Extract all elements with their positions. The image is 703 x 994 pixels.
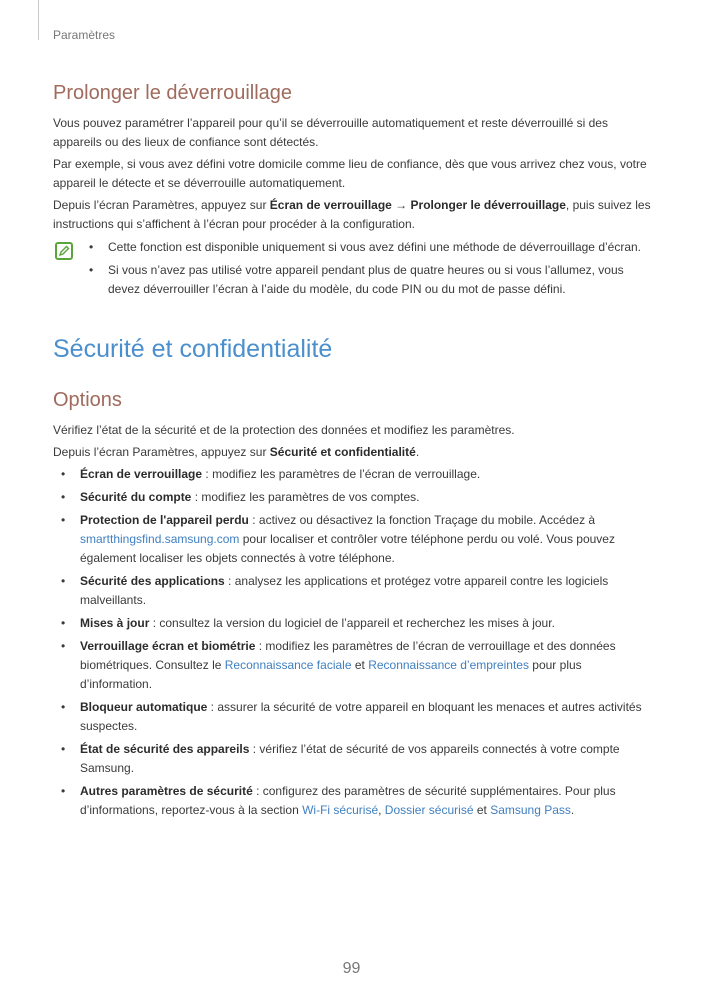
smartthingsfind-link[interactable]: smartthingsfind.samsung.com (80, 532, 240, 546)
extend-unlock-paragraph-3: Depuis l’écran Paramètres, appuyez sur Écran de verrouillage → Prolonger le déverrouillage, puis suivez les instructions qui s’affichent à l’écran pour procéder à la configuration. (53, 198, 651, 231)
secure-folder-link[interactable]: Dossier sécurisé (384, 803, 474, 817)
extend-unlock-title: Prolonger le déverrouillage (53, 82, 293, 104)
note-item: • Cette fonction est disponible uniquement si vous avez défini une méthode de déverrouillage d’écran. (89, 238, 653, 257)
running-header: Paramètres (53, 28, 116, 42)
options-title: Options (53, 389, 122, 411)
options-path: Depuis l’écran Paramètres, appuyez sur Sécurité et confidentialité. (53, 445, 420, 459)
options-list (53, 465, 653, 820)
face-recognition-link[interactable]: Reconnaissance faciale (224, 658, 352, 672)
security-privacy-term: Sécurité et confidentialité (269, 445, 416, 459)
extend-unlock-paragraph-2: Par exemple, si vous avez défini votre domicile comme lieu de confiance, dès que vous arrivez chez vous, votre appareil le détecte et se déverrouille automatiquement. (53, 157, 647, 190)
note-item: • Si vous n’avez pas utilisé votre appareil pendant plus de quatre heures ou si vous l’allumez, vous devez déverrouiller l’écran à l’aide du modèle, du code PIN ou du mot de passe défini. (89, 261, 653, 299)
note-box (53, 238, 653, 299)
note-pencil-icon (55, 242, 73, 260)
section-title: Sécurité et confidentialité (53, 335, 333, 363)
lock-screen-term: Écran de verrouillage (269, 198, 392, 212)
options-intro: Vérifiez l’état de la sécurité et de la protection des données et modifiez les paramètres. (53, 423, 515, 437)
option-lost-device-protection: • Protection de l'appareil perdu : activez ou désactivez la fonction Traçage du mobile. Accédez à smartthingsfind.samsung.com pour localiser et contrôler votre téléphone perdu ou volé. Vous pouvez également localiser les objets connectés à votre téléphone. (53, 511, 653, 568)
fingerprint-recognition-link[interactable]: Reconnaissance d’empreintes (368, 658, 529, 672)
option-updates: • Mises à jour : consultez la version du logiciel de l’appareil et recherchez les mises à jour. (53, 614, 653, 633)
extend-unlock-term: Prolonger le déverrouillage (410, 198, 566, 212)
option-lock-screen: • Écran de verrouillage : modifiez les paramètres de l’écran de verrouillage. (53, 465, 653, 484)
option-device-security-status: • État de sécurité des appareils : vérifiez l’état de sécurité de vos appareils connectés à votre compte Samsung. (53, 740, 653, 778)
samsung-pass-link[interactable]: Samsung Pass (490, 803, 571, 817)
note-list (89, 238, 653, 299)
secure-wifi-link[interactable]: Wi-Fi sécurisé (302, 803, 379, 817)
page-content (53, 80, 653, 824)
option-account-security: • Sécurité du compte : modifiez les paramètres de vos comptes. (53, 488, 653, 507)
header-rule (38, 0, 39, 40)
extend-unlock-paragraph-1: Vous pouvez paramétrer l’appareil pour qu’il se déverrouille automatiquement et reste déverrouillé si des appareils ou des lieux de confiance sont détectés. (53, 116, 608, 149)
option-lock-biometrics: • Verrouillage écran et biométrie : modifiez les paramètres de l’écran de verrouillage et des données biométriques. Consultez le Reconnaissance faciale et Reconnaissance d’empreintes pour plus d’information. (53, 637, 653, 694)
option-app-security: • Sécurité des applications : analysez les applications et protégez votre appareil contre les logiciels malveillants. (53, 572, 653, 610)
option-auto-blocker: • Bloqueur automatique : assurer la sécurité de votre appareil en bloquant les menaces et autres activités suspectes. (53, 698, 653, 736)
page-number: 99 (342, 960, 361, 977)
option-other-security-settings: • Autres paramètres de sécurité : configurez des paramètres de sécurité supplémentaires. Pour plus d’informations, reportez-vous à la section Wi-Fi sécurisé, Dossier sécurisé et Samsung Pass. (53, 782, 653, 820)
